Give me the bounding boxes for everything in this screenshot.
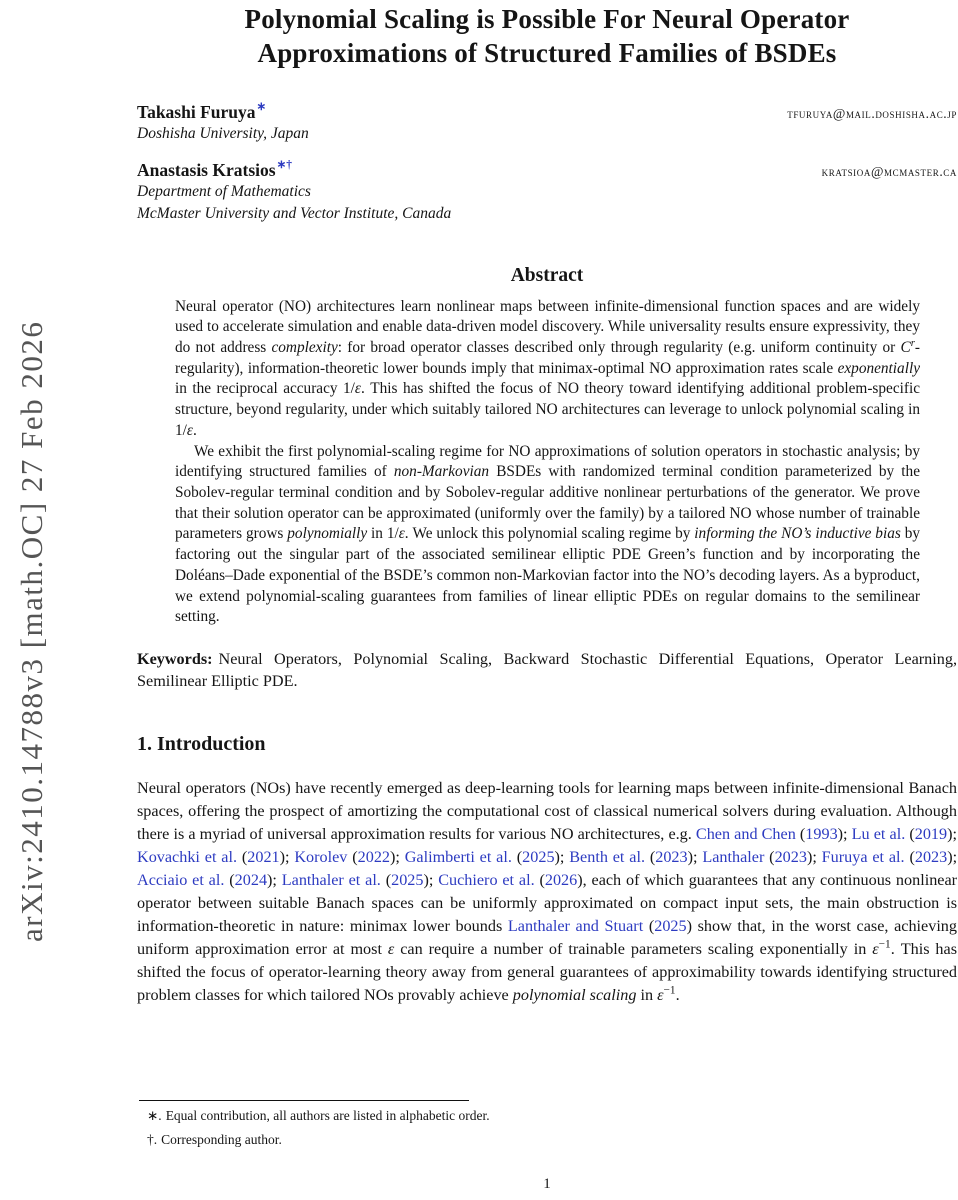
- text-segment: : for broad operator classes described only through regularity (e.g. uniform continuity or: [337, 339, 901, 357]
- text-segment: . This has shifted the focus of NO theory toward identifying additional problem-specific structure, beyond regularity, under which suitably tailored NO architectures can leverage to unlock polynomial scaling in 1/: [175, 380, 920, 439]
- text-segment: Neural operators (NOs) have recently emerged as deep-learning tools for learning maps between infinite-dimensional Banach spaces, offering the prospect of amortizing the computational cost of classical numerical solvers during evaluation. Although there is a myriad of universal approximation results for various NO architectures, e.g.: [137, 778, 957, 843]
- title-line-1: Polynomial Scaling is Possible For Neural Operator: [244, 4, 850, 34]
- text-segment: in 1/: [367, 525, 399, 543]
- footnote: [137, 1106, 957, 1125]
- author-email: tfuruya@mail.doshisha.ac.jp: [787, 105, 957, 121]
- citation-link[interactable]: 2025: [391, 870, 424, 889]
- keywords-label: Keywords:: [137, 649, 213, 668]
- citation-link[interactable]: Chen and Chen: [695, 824, 796, 843]
- footnote-rule: [139, 1100, 469, 1101]
- citation-link[interactable]: Lu et al.: [851, 824, 906, 843]
- author-block: [137, 158, 957, 225]
- text-segment: );: [279, 847, 295, 866]
- text-segment: in: [636, 985, 658, 1004]
- text-segment: ), each of which guarantees that any continuous nonlinear operator between suitable Banach spaces can be uniformly approximated on compact input sets, the main obstruction is information-theoretic in nature: minimax lower bounds: [137, 870, 958, 935]
- paper-title: [137, 0, 957, 70]
- text-segment: exponentially: [837, 359, 920, 377]
- text-segment: . This has shifted the focus of operator-learning theory away from general guarantees of approximability towards identifying structured problem classes for which tailored NOs provably achieve: [137, 939, 958, 1004]
- citation-link[interactable]: Cuchiero et al.: [438, 870, 535, 889]
- text-segment: BSDEs with randomized terminal condition parameterized by the Sobolev-regular terminal condition and by Sobolev-regular additive nonlinear perturbations of the generator. We prove that their solution operator can be approximated (uniformly over the family) by a tailored NO whose number of trainable parameters grows: [175, 463, 920, 543]
- text-segment: r: [910, 336, 915, 349]
- authors-block: [137, 100, 957, 225]
- text-segment: ε: [657, 985, 664, 1004]
- text-segment: );: [390, 847, 405, 866]
- footnote-mark: ∗.: [147, 1108, 162, 1123]
- text-segment: −1: [878, 938, 891, 951]
- keywords-text: Neural Operators, Polynomial Scaling, Backward Stochastic Differential Equations, Operator Learning, Semilinear Elliptic PDE.: [137, 649, 957, 691]
- author-affiliation: Department of Mathematics: [137, 182, 311, 200]
- text-segment: );: [947, 824, 957, 843]
- footnote-mark: †.: [147, 1132, 158, 1147]
- text-segment: C: [900, 339, 911, 357]
- text-segment: by factoring out the singular part of the associated semilinear elliptic PDE Green’s function and by incorporating the Doléans–Dade exponential of the BSDE’s common non-Markovian factor into the NO’s decoding layers. As a byproduct, we extend polynomial-scaling guarantees from families of linear elliptic PDEs on regular domains to the semilinear setting.: [175, 525, 921, 626]
- abstract-paragraph: [175, 297, 920, 442]
- citation-link[interactable]: Galimberti et al.: [404, 847, 512, 866]
- text-segment: in the reciprocal accuracy 1/: [175, 380, 355, 398]
- citation-link[interactable]: 1993: [805, 824, 838, 843]
- footnote-text: Equal contribution, all authors are listed in alphabetic order.: [165, 1108, 490, 1123]
- text-segment: ) show that, in the worst case, achieving uniform approximation error at most: [137, 916, 957, 958]
- citation-link[interactable]: 2026: [544, 870, 578, 889]
- citation-link[interactable]: Lanthaler: [702, 847, 765, 866]
- text-segment: complexity: [271, 339, 338, 357]
- abstract-heading: Abstract: [510, 264, 584, 286]
- footnote: [137, 1130, 957, 1149]
- text-segment: );: [947, 847, 958, 866]
- citation-link[interactable]: 2019: [914, 824, 948, 843]
- title-line-2: Approximations of Structured Families of BSDEs: [257, 38, 837, 68]
- citation-link[interactable]: 2023: [655, 847, 688, 866]
- text-segment: polynomial scaling: [512, 985, 637, 1004]
- author-footnote-mark[interactable]: ∗†: [276, 158, 292, 171]
- author-block: [137, 100, 957, 145]
- citation-link[interactable]: 2024: [234, 870, 268, 889]
- text-segment: );: [423, 870, 439, 889]
- abstract-body: [175, 297, 920, 628]
- author-name-text: Takashi Furuya: [137, 101, 256, 122]
- author-name-text: Anastasis Kratsios: [137, 159, 276, 180]
- text-segment: (: [347, 847, 358, 866]
- citation-link[interactable]: 2022: [357, 847, 390, 866]
- citation-link[interactable]: Lanthaler et al.: [281, 870, 381, 889]
- author-name: [137, 158, 292, 181]
- paper-page: [137, 0, 957, 1007]
- text-segment: Neural operator (NO) architectures learn nonlinear maps between infinite-dimensional function spaces and are widely used to accelerate simulation and enable data-driven model discovery. While universality results ensure expressivity, they do not address: [175, 297, 920, 357]
- text-segment: );: [267, 870, 282, 889]
- intro-paragraph: [137, 777, 957, 1007]
- author-row: [137, 158, 957, 181]
- text-segment: (: [224, 870, 235, 889]
- citation-link[interactable]: 2021: [247, 847, 280, 866]
- text-segment: We exhibit the first polynomial-scaling regime for NO approximations of solution operators in stochastic analysis; by identifying structured families of: [175, 442, 920, 481]
- arxiv-stamp: arXiv:2410.14788v3 [math.OC] 27 Feb 2026: [14, 320, 49, 942]
- author-email: kratsioa@mcmaster.ca: [821, 163, 957, 179]
- text-segment: );: [687, 847, 703, 866]
- keywords: [137, 648, 957, 693]
- text-segment: );: [554, 847, 570, 866]
- abstract-paragraph: [175, 442, 920, 628]
- text-segment: (: [643, 916, 655, 935]
- citation-link[interactable]: Lanthaler and Stuart: [507, 916, 644, 935]
- citation-link[interactable]: 2025: [522, 847, 555, 866]
- author-affiliation: Doshisha University, Japan: [137, 124, 309, 142]
- text-segment: (: [904, 847, 915, 866]
- text-segment: −1: [663, 984, 676, 997]
- text-segment: non-Markovian: [393, 463, 490, 481]
- text-segment: informing the NO’s inductive bias: [694, 525, 901, 543]
- citation-link[interactable]: Furuya et al.: [821, 847, 905, 866]
- text-segment: (: [764, 847, 775, 866]
- text-segment: );: [806, 847, 822, 866]
- citation-link[interactable]: 2023: [774, 847, 807, 866]
- text-segment: (: [645, 847, 656, 866]
- citation-link[interactable]: Korolev: [294, 847, 348, 866]
- text-segment: (: [534, 870, 545, 889]
- text-segment: ε: [354, 380, 361, 398]
- text-segment: (: [237, 847, 248, 866]
- citation-link[interactable]: Acciaio et al.: [137, 870, 225, 889]
- section-heading: 1. Introduction: [137, 732, 266, 755]
- footnote-text: Corresponding author.: [161, 1132, 282, 1147]
- author-name: [137, 100, 266, 123]
- text-segment: can require a number of trainable parameters scaling exponentially in: [394, 939, 873, 958]
- text-segment: ε: [872, 939, 879, 958]
- citation-link[interactable]: Benth et al.: [569, 847, 645, 866]
- text-segment: ε: [398, 525, 405, 543]
- author-footnote-mark[interactable]: ∗: [256, 101, 267, 113]
- text-segment: (: [795, 824, 806, 843]
- text-segment: (: [905, 824, 915, 843]
- author-row: [137, 100, 957, 123]
- text-segment: .: [675, 985, 680, 1004]
- text-segment: (: [511, 847, 523, 866]
- text-segment: ε: [387, 939, 395, 958]
- text-segment: . We unlock this polynomial scaling regime by: [404, 525, 695, 543]
- citation-link[interactable]: 2025: [654, 916, 687, 935]
- author-affiliation: McMaster University and Vector Institute, Canada: [137, 204, 452, 222]
- text-segment: polynomially: [287, 525, 368, 543]
- text-segment: .: [192, 421, 197, 439]
- page-number: 1: [543, 1176, 551, 1192]
- text-segment: );: [837, 824, 852, 843]
- text-segment: ε: [186, 421, 193, 439]
- text-segment: -regularity), information-theoretic lower bounds imply that minimax-optimal NO approximation rates scale: [175, 339, 920, 377]
- text-segment: (: [380, 870, 392, 889]
- footnotes: [137, 1100, 957, 1149]
- citation-link[interactable]: Kovachki et al.: [137, 847, 238, 866]
- citation-link[interactable]: 2023: [914, 847, 948, 866]
